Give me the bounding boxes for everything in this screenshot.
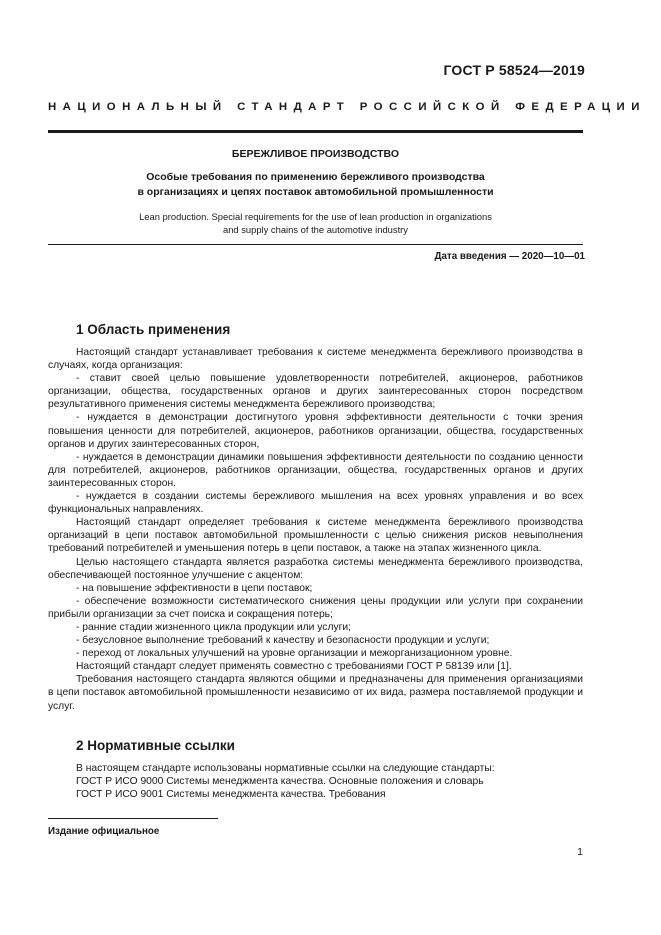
subtitle-line-2: в организациях и цепях поставок автомобильной промышленности	[137, 186, 494, 198]
page-number: 1	[577, 846, 583, 858]
paragraph: - безусловное выполнение требований к качеству и безопасности продукции и услуги;	[76, 635, 490, 647]
english-title-line-2: and supply chains of the automotive industry	[222, 224, 408, 235]
paragraph: Целью настоящего стандарта является разработка системы менеджмента бережливого производства, обеспечивающей постоянное улучшение с акцентом:	[48, 556, 583, 581]
section-1-body	[48, 346, 583, 713]
document-subtitle	[48, 170, 583, 200]
subtitle-line-1: Особые требования по применению бережливого производства	[146, 171, 485, 183]
section-2-body	[48, 762, 583, 801]
national-standard-heading: НАЦИОНАЛЬНЫЙ СТАНДАРТ РОССИЙСКОЙ ФЕДЕРАЦИИ	[48, 101, 646, 113]
paragraph: - нуждается в демонстрации достигнутого уровня эффективности деятельности с точки зрения повышения ценности для потребителей, акционеров, работников организации, общества, государственных органов и других заинтересованных сторон,	[48, 412, 583, 450]
reference-item: ГОСТ Р ИСО 9000 Системы менеджмента качества. Основные положения и словарь	[76, 776, 484, 788]
paragraph: - переход от локальных улучшений на уровне организации и межорганизационном уровне.	[76, 648, 513, 660]
thin-divider	[48, 244, 583, 245]
reference-item: ГОСТ Р ИСО 9001 Системы менеджмента качества. Требования	[76, 789, 386, 801]
english-title-line-1: Lean production. Special requirements for the use of lean production in organizations	[139, 211, 492, 222]
standard-designation: ГОСТ Р 58524—2019	[443, 62, 585, 78]
paragraph: Настоящий стандарт определяет требования к системе менеджмента бережливого производства организаций в цепи поставок автомобильной промышленности с целью снижения рисков невыполнения требований потребителей и уменьшения потерь в цепи поставок, а также на этапах жизненного цикла.	[48, 517, 583, 555]
footer-divider	[48, 818, 218, 819]
section-1-heading: 1 Область применения	[76, 322, 231, 337]
paragraph: - нуждается в демонстрации динамики повышения эффективности деятельности по созданию ценности для потребителей, акционеров, работников организации, общества, государственных органов и других заинтересованных сторон.	[48, 451, 583, 489]
official-edition-label: Издание официальное	[48, 826, 160, 837]
paragraph: - на повышение эффективности в цепи поставок;	[76, 582, 313, 594]
paragraph: В настоящем стандарте использованы нормативные ссылки на следующие стандарты:	[76, 763, 495, 774]
thick-divider	[48, 130, 583, 133]
paragraph: Настоящий стандарт следует применять совместно с требованиями ГОСТ Р 58139 или [1].	[76, 661, 512, 673]
paragraph: - обеспечение возможности систематического снижения цены продукции или услуги при сохранении прибыли организации за счет поиска и сокращения потерь;	[48, 595, 583, 620]
paragraph: - ранние стадии жизненного цикла продукции или услуги;	[76, 621, 351, 633]
english-title	[48, 210, 583, 236]
introduction-date: Дата введения — 2020—10—01	[434, 251, 585, 262]
paragraph: - ставит своей целью повышение удовлетворенности потребителей, акционеров, работников организации, общества, государственных органов и других заинтересованных сторон посредством результативного применения системы менеджмента бережливого производства;	[48, 373, 583, 411]
section-2-heading: 2 Нормативные ссылки	[76, 738, 235, 753]
document-title: БЕРЕЖЛИВОЕ ПРОИЗВОДСТВО	[231, 148, 400, 160]
paragraph: Требования настоящего стандарта являются общими и предназначены для применения организациями в цепи поставок автомобильной промышленности независимо от их вида, размера поставляемой продукции и услуг.	[48, 674, 583, 712]
paragraph: Настоящий стандарт устанавливает требования к системе менеджмента бережливого производства в случаях, когда организация:	[48, 347, 583, 372]
paragraph: - нуждается в создании системы бережливого мышления на всех уровнях управления и во всех функциональных направлениях.	[48, 491, 583, 516]
